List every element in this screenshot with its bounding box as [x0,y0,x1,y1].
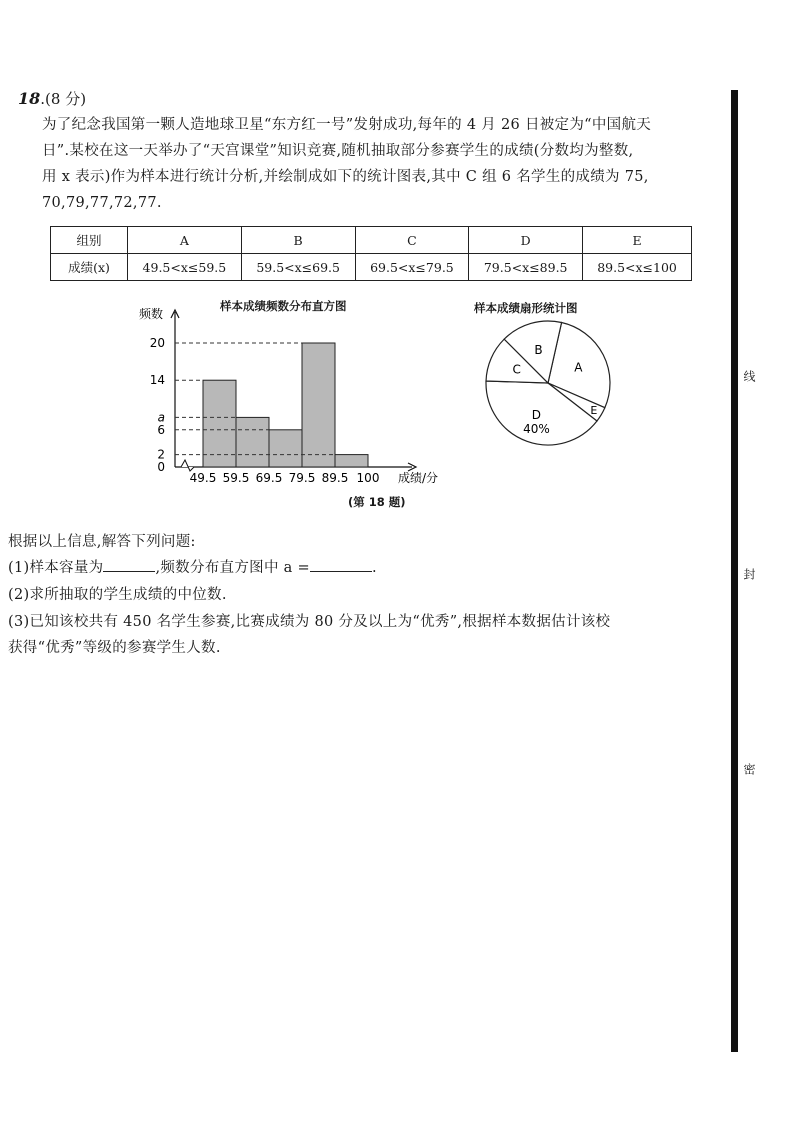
table-cell-range: 59.5<x≤69.5 [241,254,355,281]
table-cell-group: E [583,227,692,254]
table-cell-group: A [128,227,242,254]
sub-question-3-line-2: 获得“优秀”等级的参赛学生人数. [8,640,221,656]
pie-chart-title: 样本成绩扇形统计图 [474,301,578,315]
answer-blank-sample-size[interactable] [103,557,155,572]
x-axis-label: 成绩/分 [398,471,439,485]
table-header-score: 成绩(x) [51,254,128,281]
table-row [51,254,692,281]
histogram-bar [203,380,236,467]
table-header-group: 组别 [51,227,128,254]
histogram-chart [120,300,460,492]
table-cell-group: C [355,227,469,254]
question-number-value: 18 [18,89,41,108]
table-cell-group: D [469,227,583,254]
sub-question-3-line-1: (3)已知该校共有 450 名学生参赛,比赛成绩为 80 分及以上为“优秀”,根据样本数据估计该校 [8,614,611,630]
pie-slice-label: C [512,362,521,377]
pie-slice-label: E [590,404,598,418]
x-tick-label: 69.5 [255,471,283,485]
q1-text-a: (1)样本容量为 [8,560,104,576]
prompt-text: 根据以上信息,解答下列问题: [8,534,196,550]
q1-text-b: ,频数分布直方图中 a = [155,560,310,576]
answer-blank-a[interactable] [310,557,372,572]
histogram-bar [335,455,368,467]
histogram-title: 样本成绩频数分布直方图 [220,299,347,313]
x-tick-label: 49.5 [189,471,217,485]
pie-slice-label: B [534,343,543,358]
y-tick-label: 14 [149,373,165,388]
sub-question-2: (2)求所抽取的学生成绩的中位数. [8,587,227,603]
question-number [18,88,86,109]
side-label-secret: 密 [742,763,756,775]
y-axis-label: 频数 [138,307,163,321]
side-label-line: 线 [742,370,756,382]
pie-slice-label: D [531,408,542,423]
binding-margin-bar [731,90,738,1052]
sub-question-1 [8,556,377,577]
x-tick-label: 59.5 [222,471,250,485]
table-row [51,227,692,254]
y-tick-label: 2 [157,447,165,462]
histogram-bar [302,343,335,467]
intro-line-4: 70,79,77,72,77. [42,195,162,211]
pie-slice-label: A [574,360,583,375]
x-tick-label: 100 [356,471,380,485]
y-tick-label: 0 [157,460,165,474]
histogram-bar [236,417,269,467]
intro-line-1: 为了纪念我国第一颗人造地球卫星“东方红一号”发射成功,每年的 4 月 26 日被定为“中国航天 [42,117,652,133]
table-cell-range: 79.5<x≤89.5 [469,254,583,281]
x-tick-label: 79.5 [288,471,316,485]
axis-break-mark [181,460,194,471]
table-cell-range: 89.5<x≤100 [583,254,692,281]
side-label-seal: 封 [742,568,756,580]
q1-text-c: . [371,560,377,576]
intro-line-2: 日”.某校在这一天举办了“天宫课堂”知识竞赛,随机抽取部分参赛学生的成绩(分数均为整数, [42,143,634,159]
y-tick-label: 6 [157,422,165,437]
figure-caption: (第 18 题) [348,495,406,509]
pie-chart [470,315,630,465]
intro-line-3: 用 x 表示)作为样本进行统计分析,并绘制成如下的统计图表,其中 C 组 6 名学生的成绩为 75, [42,169,649,185]
table-cell-range: 69.5<x≤79.5 [355,254,469,281]
score-group-table [50,226,692,281]
histogram-bar [269,430,302,467]
table-cell-group: B [241,227,355,254]
y-tick-label: 20 [149,336,165,350]
x-tick-label: 89.5 [321,471,349,485]
table-cell-range: 49.5<x≤59.5 [128,254,242,281]
pie-slice-percent: 40% [523,422,550,437]
question-points: .(8 分) [40,90,87,108]
y-tick-label: a [157,410,165,425]
question-intro [42,112,712,216]
